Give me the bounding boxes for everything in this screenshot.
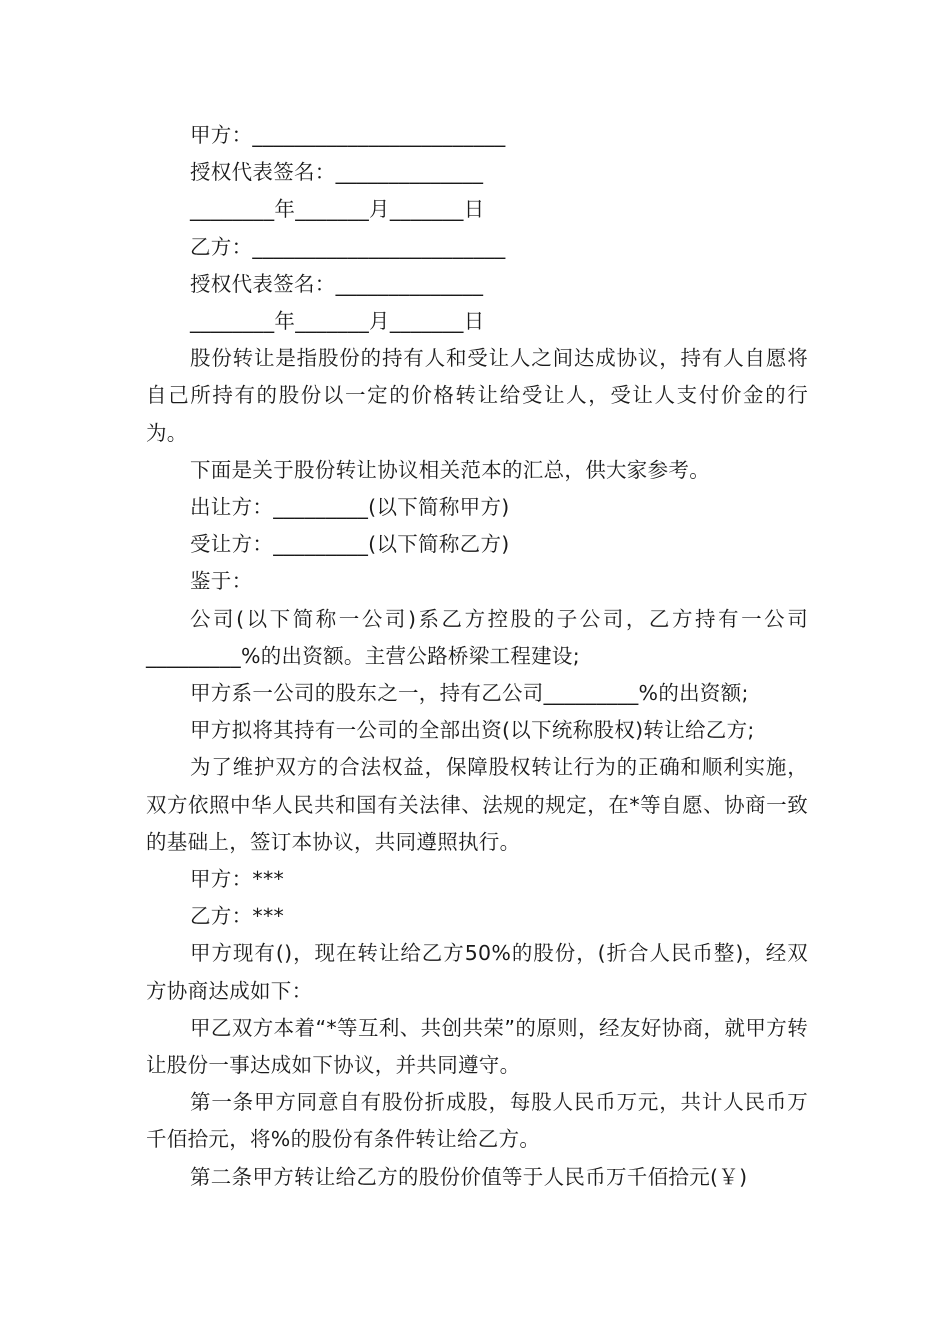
recital-3: 甲方拟将其持有一公司的全部出资(以下统称股权)转让给乙方;: [190, 718, 755, 743]
party-b-representative-line: 授权代表签名：______________: [190, 271, 484, 296]
recital-2: 甲方系一公司的股东之一，持有乙公司_________%的出资额;: [190, 681, 749, 706]
party-a-signature-line: 甲方：________________________: [190, 123, 506, 147]
article-1: 第一条甲方同意自有股份折成股，每股人民币万元，共计人民币万千佰拾元，将%的股份有条件转让给乙方。: [146, 1090, 808, 1152]
party-b-name: 乙方：***: [190, 904, 285, 929]
intro-paragraph: 股份转让是指股份的持有人和受让人之间达成协议，持有人自愿将自己所持有的股份以一定的价格转让给受让人，受让人支付价金的行为。: [146, 346, 808, 445]
party-b-signature-line: 乙方：________________________: [190, 234, 506, 259]
document-body: [146, 117, 808, 1196]
party-a-name: 甲方：***: [190, 867, 285, 892]
article-2: 第二条甲方转让给乙方的股份价值等于人民币万千佰拾元(￥): [190, 1164, 748, 1189]
recital-1: 公司(以下简称一公司)系乙方控股的子公司，乙方持有一公司_________%的出资额。主营公路桥梁工程建设;: [146, 606, 808, 668]
recital-4: 为了维护双方的合法权益，保障股权转让行为的正确和顺利实施，双方依照中华人民共和国有关法律、法规的规定，在*等自愿、协商一致的基础上，签订本协议，共同遵照执行。: [146, 755, 808, 854]
transferee-line: 受让方：_________(以下简称乙方): [190, 532, 510, 557]
party-a-date-line: ________年_______月_______日: [190, 197, 485, 222]
whereas-heading: 鉴于：: [190, 569, 253, 594]
summary-paragraph: 下面是关于股份转让协议相关范本的汇总，供大家参考。: [190, 457, 710, 482]
principle-paragraph: 甲乙双方本着“*等互利、共创共荣”的原则，经友好协商，就甲方转让股份一事达成如下协议，并共同遵守。: [146, 1015, 808, 1078]
share-transfer-paragraph: 甲方现有()，现在转让给乙方50%的股份，(折合人民币整)，经双方协商达成如下：: [146, 941, 808, 1003]
party-b-date-line: ________年_______月_______日: [190, 309, 485, 334]
transferor-line: 出让方：_________(以下简称甲方): [190, 495, 510, 520]
party-a-representative-line: 授权代表签名：______________: [190, 160, 484, 185]
